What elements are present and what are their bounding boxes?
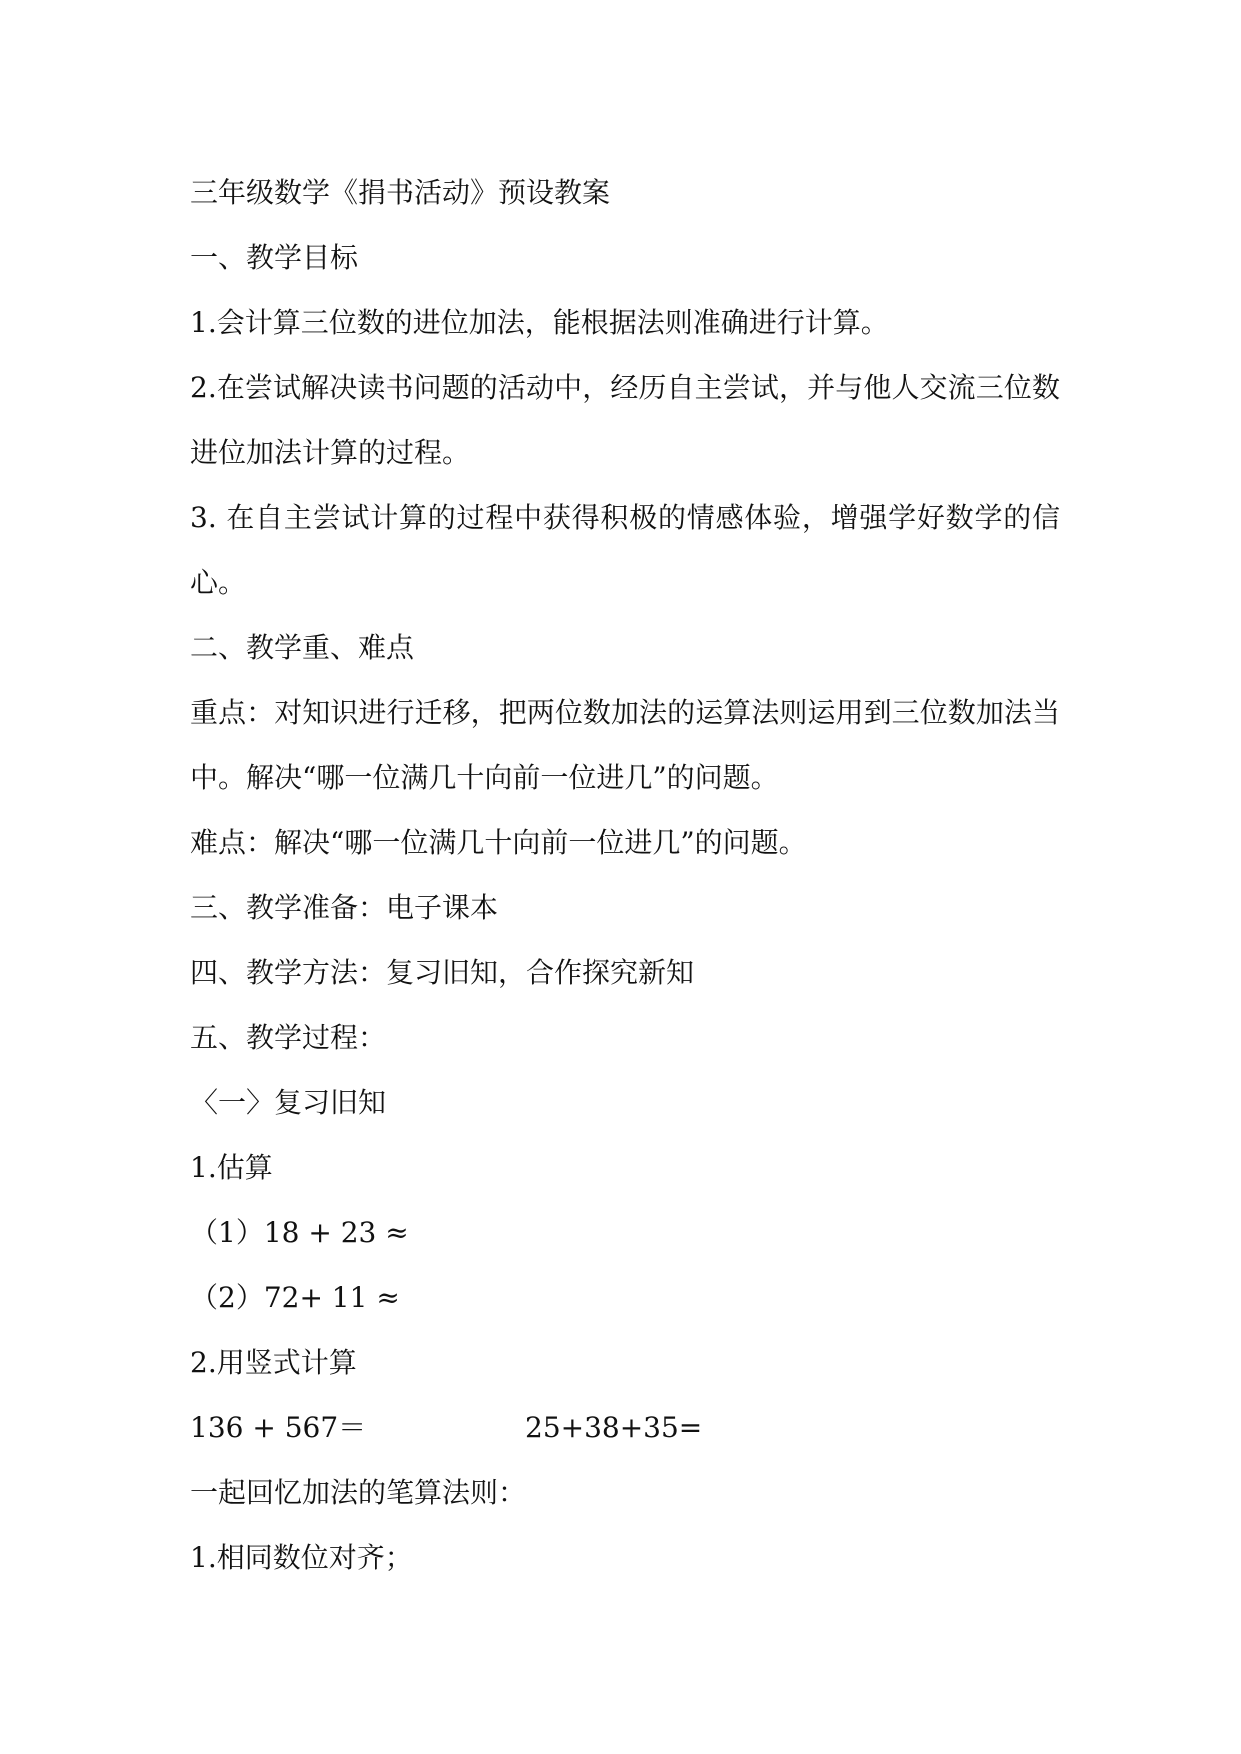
vertical-calc-question-1: 136 + 567＝ [190,1411,367,1444]
section-method: 四、教学方法：复习旧知，合作探究新知 [190,956,695,989]
rules-heading: 一起回忆加法的笔算法则： [190,1476,527,1509]
objective-item-3: 3. 在自主尝试计算的过程中获得积极的情感体验，增强学好数学的信心。 [190,501,1060,599]
objective-item-2: 2.在尝试解决读书问题的活动中，经历自主尝试，并与他人交流三位数进位加法计算的过程。 [190,371,1060,469]
section-heading-key-points: 二、教学重、难点 [190,631,415,664]
estimate-question-2: （2）72+ 11 ≈ [190,1281,400,1314]
section-preparation: 三、教学准备：电子课本 [190,891,499,924]
vertical-calc-heading: 2.用竖式计算 [190,1346,357,1379]
estimate-question-1: （1）18 + 23 ≈ [190,1216,409,1249]
estimate-heading: 1.估算 [190,1151,273,1184]
document-title: 三年级数学《捐书活动》预设教案 [190,176,611,209]
lesson-plan-body [190,160,1060,1590]
vertical-calc-question-2: 25+38+35= [525,1411,703,1444]
key-point-text: 重点：对知识进行迁移，把两位数加法的运算法则运用到三位数加法当中。解决“哪一位满几十向前一位进几”的问题。 [190,696,1060,794]
vertical-calc-row [190,1395,1060,1460]
difficult-point-text: 难点：解决“哪一位满几十向前一位进几”的问题。 [190,826,807,859]
section-heading-objectives: 一、教学目标 [190,241,359,274]
objective-item-1: 1.会计算三位数的进位加法，能根据法则准确进行计算。 [190,306,889,339]
section-heading-process: 五、教学过程： [190,1021,387,1054]
subsection-review: 〈一〉复习旧知 [190,1086,387,1119]
rule-item-1: 1.相同数位对齐； [190,1541,413,1574]
